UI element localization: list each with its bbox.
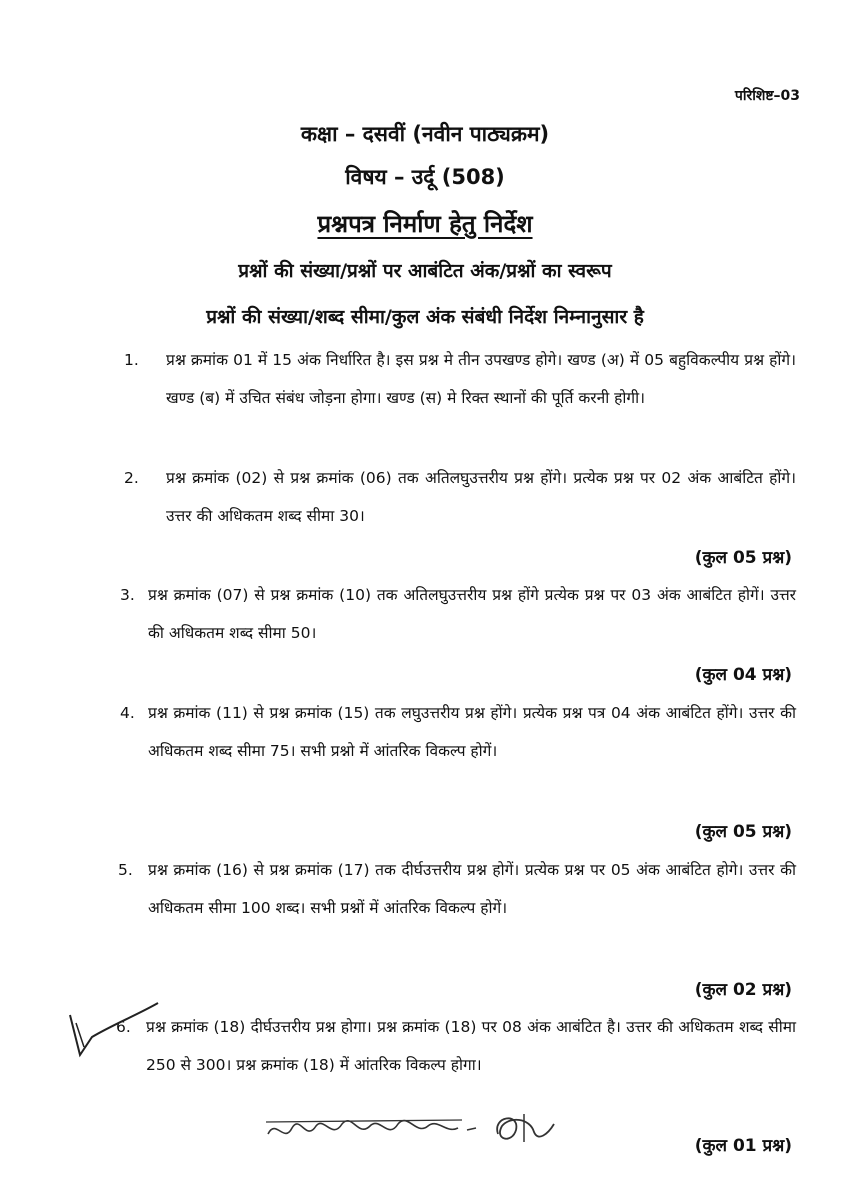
subtitle-1: प्रश्नों की संख्या/प्रश्नों पर आबंटित अंक/प्रश्नों का स्वरूप [238, 260, 612, 282]
item-number: 6. [116, 1018, 131, 1036]
item-number: 3. [120, 586, 135, 604]
instruction-item-5 [118, 851, 796, 971]
total-questions: (कुल 04 प्रश्न) [694, 665, 792, 685]
appendix-label: परिशिष्ट–03 [734, 88, 800, 104]
item-text: प्रश्न क्रमांक (11) से प्रश्न क्रमांक (15) तक लघुउत्तरीय प्रश्न होंगे। प्रत्येक प्रश्न पत्र 04 अंक आबंटित होंगे। उत्तर की अधिकतम शब्द सीमा 75। सभी प्रश्नो में आंतरिक विकल्प होगें। [148, 704, 796, 760]
signature-image [262, 1104, 562, 1154]
page-title: प्रश्नपत्र निर्माण हेतु निर्देश [317, 210, 533, 238]
item-text: प्रश्न क्रमांक (07) से प्रश्न क्रमांक (10) तक अतिलघुउत्तरीय प्रश्न होंगे प्रत्येक प्रश्न पर 03 अंक आबंटित होगें। उत्तर की अधिकतम शब्द सीमा 50। [148, 586, 796, 642]
item-number: 5. [118, 861, 133, 879]
subtitle-2: प्रश्नों की संख्या/शब्द सीमा/कुल अंक संबंधी निर्देश निम्नानुसार है [206, 306, 644, 328]
total-questions: (कुल 05 प्रश्न) [694, 822, 792, 842]
instruction-item-2 [124, 459, 796, 539]
subject-line: विषय – उर्दू (508) [345, 165, 505, 189]
item-number: 2. [124, 469, 139, 487]
class-line: कक्षा – दसवीं (नवीन पाठ्यक्रम) [300, 122, 550, 146]
item-text: प्रश्न क्रमांक (18) दीर्घउत्तरीय प्रश्न होगा। प्रश्न क्रमांक (18) पर 08 अंक आबंटित है। उत्तर की अधिकतम शब्द सीमा 250 से 300। प्रश्न क्रमांक (18) में आंतरिक विकल्प होगा। [146, 1018, 796, 1074]
instruction-item-3 [120, 576, 796, 656]
total-questions: (कुल 05 प्रश्न) [694, 548, 792, 568]
handwritten-tick-mark [62, 995, 162, 1065]
total-questions: (कुल 02 प्रश्न) [694, 980, 792, 1000]
total-questions: (कुल 01 प्रश्न) [694, 1136, 792, 1156]
instruction-item-4 [120, 694, 796, 814]
item-text: प्रश्न क्रमांक (16) से प्रश्न क्रमांक (17) तक दीर्घउत्तरीय प्रश्न होगें। प्रत्येक प्रश्न पर 05 अंक आबंटित होगे। उत्तर की अधिकतम सीमा 100 शब्द। सभी प्रश्नों में आंतरिक विकल्प होगें। [148, 861, 796, 917]
item-number: 1. [124, 351, 139, 369]
item-text: प्रश्न क्रमांक 01 में 15 अंक निर्धारित है। इस प्रश्न मे तीन उपखण्ड होगे। खण्ड (अ) में 05 बहुविकल्पीय प्रश्न होंगे। खण्ड (ब) में उचित संबंध जोड़ना होगा। खण्ड (स) मे रिक्त स्थानों की पूर्ति करनी होगी। [166, 351, 796, 407]
item-number: 4. [120, 704, 135, 722]
item-text: प्रश्न क्रमांक (02) से प्रश्न क्रमांक (06) तक अतिलघुउत्तरीय प्रश्न होंगे। प्रत्येक प्रश्न पर 02 अंक आबंटित होंगे। उत्तर की अधिकतम शब्द सीमा 30। [166, 469, 796, 525]
instruction-item-1 [124, 341, 796, 461]
